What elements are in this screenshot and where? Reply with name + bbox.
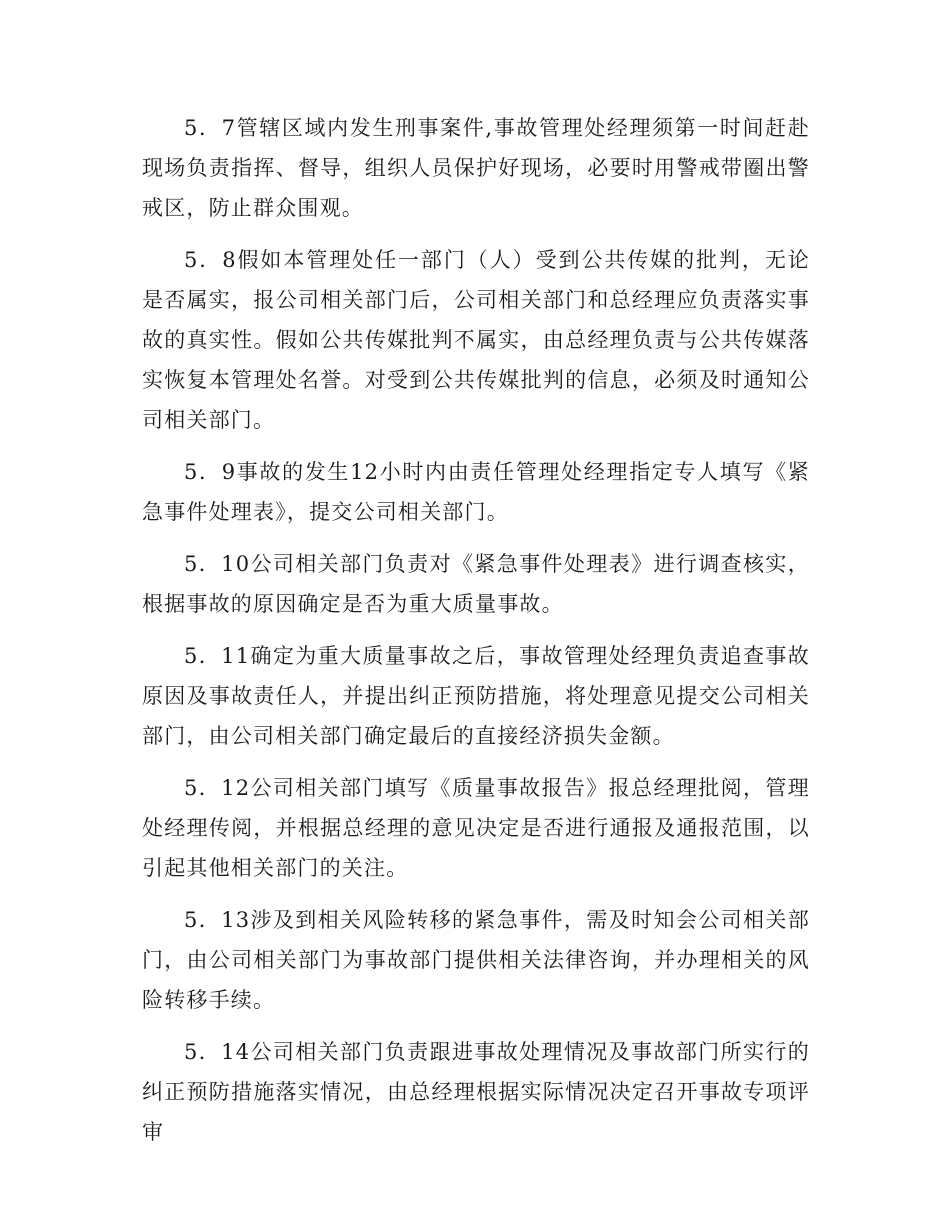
paragraph-5-13: 5．13涉及到相关风险转移的紧急事件，需及时知会公司相关部门，由公司相关部门为事故部门提供相关法律咨询，并办理相关的风险转移手续。 [142, 908, 810, 1012]
paragraph-5-14: 5．14公司相关部门负责跟进事故处理情况及事故部门所实行的纠正预防措施落实情况，由总经理根据实际情况决定召开事故专项评审 [142, 1040, 810, 1144]
document-body [142, 108, 810, 1164]
paragraph-5-8: 5．8假如本管理处任一部门（人）受到公共传媒的批判，无论是否属实，报公司相关部门后，公司相关部门和总经理应负责落实事故的真实性。假如公共传媒批判不属实，由总经理负责与公共传媒落实恢复本管理处名誉。对受到公共传媒批判的信息，必须及时通知公司相关部门。 [142, 248, 810, 432]
paragraph-5-11: 5．11确定为重大质量事故之后，事故管理处经理负责追查事故原因及事故责任人，并提出纠正预防措施，将处理意见提交公司相关部门，由公司相关部门确定最后的直接经济损失金额。 [142, 644, 810, 748]
paragraph-5-9: 5．9事故的发生12小时内由责任管理处经理指定专人填写《紧急事件处理表》，提交公司相关部门。 [142, 460, 810, 524]
paragraph-5-7: 5．7管辖区域内发生刑事案件,事故管理处经理须第一时间赶赴现场负责指挥、督导，组织人员保护好现场，必要时用警戒带圈出警戒区，防止群众围观。 [142, 116, 810, 220]
paragraph-5-10: 5．10公司相关部门负责对《紧急事件处理表》进行调查核实，根据事故的原因确定是否为重大质量事故。 [142, 552, 810, 616]
paragraph-5-12: 5．12公司相关部门填写《质量事故报告》报总经理批阅，管理处经理传阅，并根据总经理的意见决定是否进行通报及通报范围，以引起其他相关部门的关注。 [142, 776, 810, 880]
